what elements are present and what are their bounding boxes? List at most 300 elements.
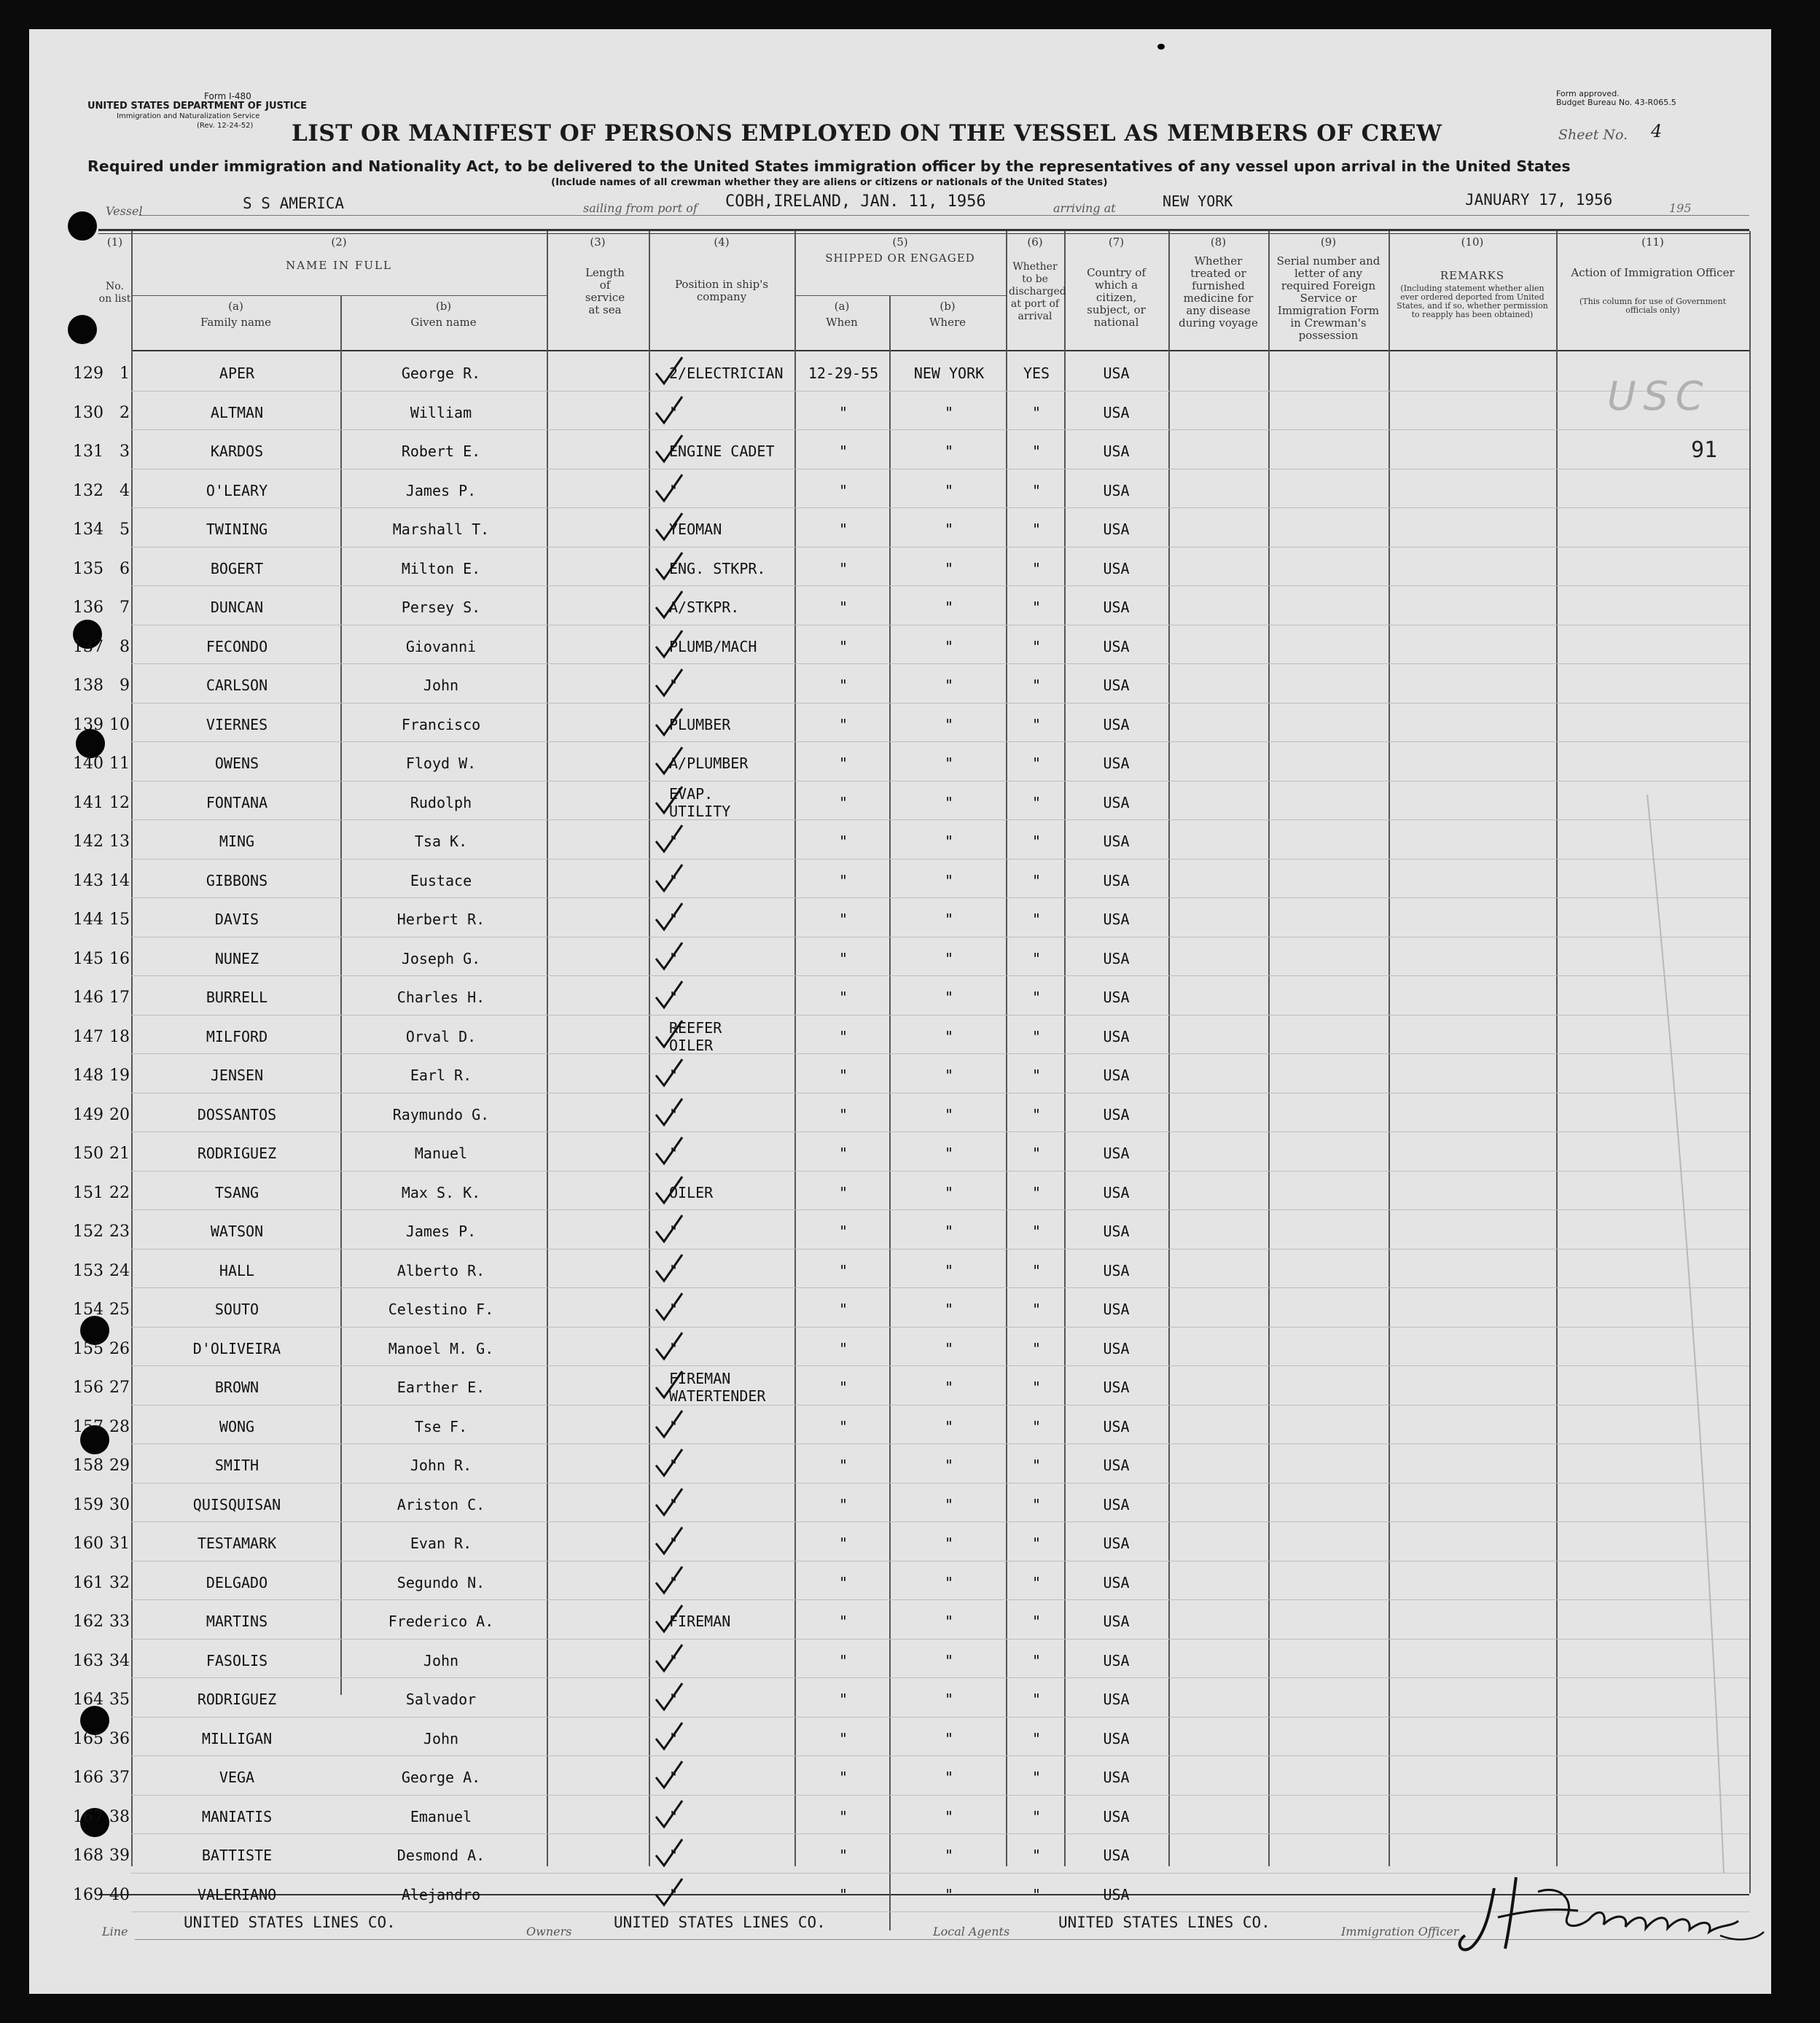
row-31-no: 31 <box>109 1535 130 1553</box>
row-divider <box>131 1599 1749 1600</box>
row-19-discharge: " <box>1031 1067 1042 1084</box>
row-9-when: " <box>838 677 848 694</box>
row-1-given: George R. <box>401 365 481 382</box>
row-17-no: 17 <box>109 989 130 1007</box>
row-18-no: 18 <box>109 1027 130 1046</box>
row-32-where: " <box>944 1573 954 1591</box>
row-35-given: Salvador <box>405 1691 477 1708</box>
row-6-hand: 135 <box>73 559 104 578</box>
col-2-header: NAME IN FULL <box>286 259 392 272</box>
row-4-discharge: " <box>1031 481 1042 499</box>
row-28-family: WONG <box>219 1417 255 1435</box>
row-25-family: SOUTO <box>214 1301 259 1318</box>
form-revision: (Rev. 12-24-52) <box>197 122 254 130</box>
row-31-hand: 160 <box>73 1535 104 1553</box>
row-40-discharge: " <box>1031 1885 1042 1903</box>
row-4-hand: 132 <box>73 481 104 500</box>
row-divider <box>131 1521 1749 1522</box>
col-2a-number: (a) <box>228 300 243 313</box>
row-17-when: " <box>838 989 848 1006</box>
row-14-country: USA <box>1103 871 1130 889</box>
sailing-label: sailing from port of <box>583 201 698 215</box>
row-11-position: A/PLUMBER <box>669 755 749 772</box>
checkmark-icon <box>655 1134 684 1166</box>
row-divider <box>131 1015 1749 1016</box>
row-14-when: " <box>838 871 848 889</box>
row-15-country: USA <box>1103 911 1130 928</box>
row-9-family: CARLSON <box>206 677 268 694</box>
row-6-when: " <box>838 559 848 577</box>
row-28-discharge: " <box>1031 1417 1042 1435</box>
row-38-discharge: " <box>1031 1807 1042 1825</box>
row-30-family: QUISQUISAN <box>192 1495 281 1513</box>
row-11-hand: 140 <box>73 755 104 773</box>
row-25-country: USA <box>1103 1301 1130 1318</box>
row-30-when: " <box>838 1495 848 1513</box>
row-12-position: EVAP. <box>669 784 714 803</box>
col-11-number: (11) <box>1641 235 1664 249</box>
row-16-given: Joseph G. <box>401 949 481 967</box>
row-divider <box>131 975 1749 976</box>
row-35-position: " <box>669 1691 679 1708</box>
row-5-family: TWINING <box>206 521 268 538</box>
row-11-family: OWENS <box>214 755 259 772</box>
col-7-number: (7) <box>1108 235 1125 249</box>
row-39-discharge: " <box>1031 1847 1042 1864</box>
row-11-where: " <box>944 755 954 772</box>
row-5-given: Marshall T. <box>392 521 490 538</box>
row-22-family: TSANG <box>214 1183 259 1201</box>
row-divider <box>131 859 1749 860</box>
row-6-country: USA <box>1103 559 1130 577</box>
col-1-header: No. on list <box>98 281 131 305</box>
row-17-family: BURRELL <box>206 989 268 1006</box>
row-divider <box>131 1131 1749 1132</box>
row-34-hand: 163 <box>73 1651 104 1670</box>
row-18-country: USA <box>1103 1027 1130 1045</box>
row-21-where: " <box>944 1145 954 1162</box>
row-35-family: RODRIGUEZ <box>197 1691 277 1708</box>
line-value: UNITED STATES LINES CO. <box>184 1914 396 1931</box>
row-34-country: USA <box>1103 1651 1130 1669</box>
col-5-number: (5) <box>892 235 908 249</box>
row-27-given: Earther E. <box>397 1379 485 1396</box>
row-37-when: " <box>838 1769 848 1786</box>
row-33-position: FIREMAN <box>669 1613 731 1630</box>
row-24-hand: 153 <box>73 1261 104 1280</box>
checkmark-icon <box>655 510 684 542</box>
row-12-where: " <box>944 793 954 811</box>
row-23-where: " <box>944 1223 954 1240</box>
department-name: UNITED STATES DEPARTMENT OF JUSTICE <box>87 101 308 112</box>
row-5-country: USA <box>1103 521 1130 538</box>
row-31-country: USA <box>1103 1535 1130 1552</box>
row-31-position: " <box>669 1535 679 1552</box>
row-5-no: 5 <box>120 521 130 539</box>
row-27-position-line2: WATERTENDER <box>669 1387 766 1405</box>
local-agents-value: UNITED STATES LINES CO. <box>1058 1914 1270 1931</box>
row-34-where: " <box>944 1651 954 1669</box>
sailing-from-port: COBH,IRELAND, JAN. 11, 1956 <box>725 192 986 211</box>
row-9-no: 9 <box>120 677 130 695</box>
checkmark-icon <box>655 1056 684 1088</box>
checkmark-icon <box>655 394 684 426</box>
row-13-where: " <box>944 833 954 850</box>
row-10-where: " <box>944 715 954 733</box>
row-27-where: " <box>944 1379 954 1396</box>
row-12-family: FONTANA <box>206 793 268 811</box>
checkmark-icon <box>655 1290 684 1322</box>
row-9-position: " <box>669 677 679 694</box>
row-17-given: Charles H. <box>397 989 485 1006</box>
row-27-discharge: " <box>1031 1379 1042 1396</box>
row-22-where: " <box>944 1183 954 1201</box>
row-8-hand: 137 <box>73 637 104 656</box>
row-5-where: " <box>944 521 954 538</box>
row-28-no: 28 <box>109 1417 130 1436</box>
row-3-discharge: " <box>1031 443 1042 460</box>
row-40-family: VALERIANO <box>197 1885 277 1903</box>
row-21-given: Manuel <box>414 1145 468 1162</box>
row-27-when: " <box>838 1379 848 1396</box>
checkmark-icon <box>655 1174 684 1206</box>
row-18-position-line2: OILER <box>669 1036 714 1054</box>
row-34-given: John <box>423 1651 459 1669</box>
row-18-given: Orval D. <box>405 1027 477 1045</box>
row-38-country: USA <box>1103 1807 1130 1825</box>
row-divider <box>131 1365 1749 1366</box>
col-8-number: (8) <box>1210 235 1227 249</box>
budget-bureau: Budget Bureau No. 43-R065.5 <box>1556 98 1676 107</box>
checkmark-icon <box>655 1524 684 1556</box>
row-19-hand: 148 <box>73 1067 104 1085</box>
checkmark-icon <box>655 784 684 816</box>
row-10-no: 10 <box>109 715 130 734</box>
row-26-family: D'OLIVEIRA <box>192 1339 281 1357</box>
owners-label: Owners <box>526 1925 572 1938</box>
row-28-hand: 157 <box>73 1417 104 1436</box>
row-25-when: " <box>838 1301 848 1318</box>
local-agents-label: Local Agents <box>933 1925 1010 1938</box>
row-27-no: 27 <box>109 1379 130 1397</box>
row-17-discharge: " <box>1031 989 1042 1006</box>
col-10-header: REMARKS <box>1440 269 1505 282</box>
row-4-when: " <box>838 481 848 499</box>
row-24-country: USA <box>1103 1261 1130 1279</box>
checkmark-icon <box>655 550 684 582</box>
row-21-no: 21 <box>109 1145 130 1163</box>
row-33-where: " <box>944 1613 954 1630</box>
row-divider <box>131 1639 1749 1640</box>
usc-margin-note: USC <box>1607 373 1711 419</box>
row-25-position: " <box>669 1301 679 1318</box>
row-14-where: " <box>944 871 954 889</box>
immigration-officer-label: Immigration Officer <box>1341 1925 1459 1938</box>
row-22-when: " <box>838 1183 848 1201</box>
row-30-country: USA <box>1103 1495 1130 1513</box>
row-30-discharge: " <box>1031 1495 1042 1513</box>
row-20-where: " <box>944 1105 954 1123</box>
row-30-where: " <box>944 1495 954 1513</box>
checkmark-icon <box>655 900 684 932</box>
row-34-family: FASOLIS <box>206 1651 268 1669</box>
row-1-position: 2/ELECTRICIAN <box>669 365 784 382</box>
row-29-position: " <box>669 1457 679 1474</box>
row-18-hand: 147 <box>73 1027 104 1046</box>
row-12-hand: 141 <box>73 793 104 812</box>
checkmark-icon <box>655 472 684 504</box>
row-23-when: " <box>838 1223 848 1240</box>
col-11-header: Action of Immigration Officer <box>1571 266 1735 279</box>
checkmark-icon <box>655 1408 684 1440</box>
row-2-country: USA <box>1103 403 1130 421</box>
form-subtitle: Required under immigration and Nationality Act, to be delivered to the United States immigration officer by the representatives of any vessel upon arrival in the United States <box>87 157 1571 175</box>
row-36-country: USA <box>1103 1729 1130 1747</box>
col-divider <box>131 231 133 1866</box>
row-10-country: USA <box>1103 715 1130 733</box>
row-25-given: Celestino F. <box>388 1301 494 1318</box>
row-2-no: 2 <box>120 403 130 422</box>
row-39-when: " <box>838 1847 848 1864</box>
row-5-discharge: " <box>1031 521 1042 538</box>
col-5b-header: Where <box>929 316 966 329</box>
row-37-family: VEGA <box>219 1769 255 1786</box>
row-24-family: HALL <box>219 1261 255 1279</box>
form-note: (Include names of all crewman whether they are aliens or citizens or nationals of the United States) <box>551 176 1108 188</box>
row-40-position: " <box>669 1885 679 1903</box>
row-divider <box>131 1249 1749 1250</box>
row-12-discharge: " <box>1031 793 1042 811</box>
row-1-hand: 129 <box>73 365 104 383</box>
row-14-given: Eustace <box>410 871 472 889</box>
row-33-discharge: " <box>1031 1613 1042 1630</box>
row-14-discharge: " <box>1031 871 1042 889</box>
checkmark-icon <box>655 1486 684 1518</box>
row-10-given: Francisco <box>401 715 481 733</box>
row-8-position: PLUMB/MACH <box>669 637 757 655</box>
row-28-when: " <box>838 1417 848 1435</box>
row-33-no: 33 <box>109 1613 130 1631</box>
page-count-note: 91 <box>1691 437 1718 463</box>
row-25-hand: 154 <box>73 1301 104 1319</box>
row-22-hand: 151 <box>73 1183 104 1202</box>
row-21-country: USA <box>1103 1145 1130 1162</box>
row-25-where: " <box>944 1301 954 1318</box>
row-8-country: USA <box>1103 637 1130 655</box>
checkmark-icon <box>655 1642 684 1674</box>
row-8-when: " <box>838 637 848 655</box>
row-13-position: " <box>669 833 679 850</box>
row-37-hand: 166 <box>73 1769 104 1787</box>
row-26-given: Manoel M. G. <box>388 1339 494 1357</box>
row-divider <box>131 1483 1749 1484</box>
row-18-position: REEFER <box>669 1018 722 1037</box>
row-32-given: Segundo N. <box>397 1573 485 1591</box>
col-5a-number: (a) <box>834 300 850 313</box>
row-31-family: TESTAMARK <box>197 1535 277 1552</box>
checkmark-icon <box>655 666 684 698</box>
row-9-discharge: " <box>1031 677 1042 694</box>
row-28-given: Tse F. <box>414 1417 468 1435</box>
officer-signature <box>1450 1863 1771 1972</box>
row-9-given: John <box>423 677 459 694</box>
sheet-number: 4 <box>1651 121 1663 141</box>
manifest-sheet <box>29 29 1771 1994</box>
checkmark-icon <box>655 1368 684 1400</box>
row-7-discharge: " <box>1031 599 1042 616</box>
row-9-where: " <box>944 677 954 694</box>
row-divider <box>131 819 1749 820</box>
row-37-no: 37 <box>109 1769 130 1787</box>
form-approved: Form approved. <box>1556 89 1620 98</box>
punch-hole <box>68 315 97 344</box>
row-14-position: " <box>669 871 679 889</box>
row-33-when: " <box>838 1613 848 1630</box>
row-1-when: 12-29-55 <box>808 365 879 382</box>
row-1-family: APER <box>219 365 255 382</box>
row-2-family: ALTMAN <box>210 403 264 421</box>
row-18-discharge: " <box>1031 1027 1042 1045</box>
col-10-number: (10) <box>1461 235 1484 249</box>
row-34-position: " <box>669 1651 679 1669</box>
row-26-position: " <box>669 1339 679 1357</box>
pencil-stroke <box>1633 795 1735 1888</box>
row-33-hand: 162 <box>73 1613 104 1631</box>
row-9-hand: 138 <box>73 677 104 695</box>
row-30-position: " <box>669 1495 679 1513</box>
row-35-where: " <box>944 1691 954 1708</box>
row-10-hand: 139 <box>73 715 104 734</box>
row-33-given: Frederico A. <box>388 1613 494 1630</box>
row-23-position: " <box>669 1223 679 1240</box>
row-divider <box>131 1561 1749 1562</box>
row-39-no: 39 <box>109 1847 130 1865</box>
row-3-given: Robert E. <box>401 443 481 460</box>
row-36-where: " <box>944 1729 954 1747</box>
row-29-no: 29 <box>109 1457 130 1475</box>
arrival-date: JANUARY 17, 1956 <box>1465 191 1613 208</box>
row-38-position: " <box>669 1807 679 1825</box>
punch-hole <box>1157 44 1165 50</box>
row-17-country: USA <box>1103 989 1130 1006</box>
row-32-discharge: " <box>1031 1573 1042 1591</box>
row-1-discharge: YES <box>1023 365 1050 382</box>
row-29-family: SMITH <box>214 1457 259 1474</box>
row-23-country: USA <box>1103 1223 1130 1240</box>
row-24-no: 24 <box>109 1261 130 1280</box>
col-3-header: Length of service at sea <box>585 266 625 316</box>
row-26-when: " <box>838 1339 848 1357</box>
row-2-given: William <box>410 403 472 421</box>
checkmark-icon <box>655 588 684 620</box>
row-35-discharge: " <box>1031 1691 1042 1708</box>
row-6-given: Milton E. <box>401 559 481 577</box>
row-38-family: MANIATIS <box>201 1807 273 1825</box>
row-20-given: Raymundo G. <box>392 1105 490 1123</box>
row-divider <box>131 1833 1749 1834</box>
voyage-underline <box>138 215 1749 216</box>
row-37-given: George A. <box>401 1769 481 1786</box>
row-16-discharge: " <box>1031 949 1042 967</box>
row-32-country: USA <box>1103 1573 1130 1591</box>
row-15-given: Herbert R. <box>397 911 485 928</box>
row-divider <box>131 1677 1749 1678</box>
row-29-discharge: " <box>1031 1457 1042 1474</box>
row-15-discharge: " <box>1031 911 1042 928</box>
row-11-given: Floyd W. <box>405 755 477 772</box>
row-20-position: " <box>669 1105 679 1123</box>
row-22-country: USA <box>1103 1183 1130 1201</box>
owners-value: UNITED STATES LINES CO. <box>614 1914 826 1931</box>
row-divider <box>131 429 1749 430</box>
checkmark-icon <box>655 1212 684 1244</box>
row-7-where: " <box>944 599 954 616</box>
row-28-country: USA <box>1103 1417 1130 1435</box>
checkmark-icon <box>655 1836 684 1868</box>
row-28-where: " <box>944 1417 954 1435</box>
row-19-no: 19 <box>109 1067 130 1085</box>
row-21-discharge: " <box>1031 1145 1042 1162</box>
row-10-when: " <box>838 715 848 733</box>
row-26-where: " <box>944 1339 954 1357</box>
row-13-hand: 142 <box>73 833 104 851</box>
row-23-discharge: " <box>1031 1223 1042 1240</box>
row-24-discharge: " <box>1031 1261 1042 1279</box>
row-24-position: " <box>669 1261 679 1279</box>
row-26-no: 26 <box>109 1339 130 1358</box>
col-9-number: (9) <box>1320 235 1337 249</box>
row-7-country: USA <box>1103 599 1130 616</box>
checkmark-icon <box>655 978 684 1010</box>
row-26-country: USA <box>1103 1339 1130 1357</box>
row-16-family: NUNEZ <box>214 949 259 967</box>
row-1-where: NEW YORK <box>913 365 985 382</box>
row-13-family: MING <box>219 833 255 850</box>
row-20-family: DOSSANTOS <box>197 1105 277 1123</box>
row-19-family: JENSEN <box>210 1067 264 1084</box>
row-25-discharge: " <box>1031 1301 1042 1318</box>
row-divider <box>131 1405 1749 1406</box>
row-22-no: 22 <box>109 1183 130 1202</box>
row-36-hand: 165 <box>73 1729 104 1748</box>
row-16-no: 16 <box>109 949 130 968</box>
row-11-country: USA <box>1103 755 1130 772</box>
row-20-no: 20 <box>109 1105 130 1124</box>
row-21-when: " <box>838 1145 848 1162</box>
row-29-country: USA <box>1103 1457 1130 1474</box>
row-23-hand: 152 <box>73 1223 104 1241</box>
vessel-label: Vessel <box>106 204 143 218</box>
checkmark-icon <box>655 822 684 854</box>
checkmark-icon <box>655 1602 684 1634</box>
row-38-when: " <box>838 1807 848 1825</box>
checkmark-icon <box>655 432 684 464</box>
row-5-when: " <box>838 521 848 538</box>
row-20-when: " <box>838 1105 848 1123</box>
row-10-family: VIERNES <box>206 715 268 733</box>
row-5-hand: 134 <box>73 521 104 539</box>
row-15-no: 15 <box>109 911 130 929</box>
row-40-hand: 169 <box>73 1885 104 1904</box>
row-34-when: " <box>838 1651 848 1669</box>
row-12-given: Rudolph <box>410 793 472 811</box>
row-13-discharge: " <box>1031 833 1042 850</box>
sheet-label: Sheet No. <box>1558 127 1628 143</box>
checkmark-icon <box>655 1758 684 1790</box>
row-38-given: Emanuel <box>410 1807 472 1825</box>
row-17-position: " <box>669 989 679 1006</box>
row-7-hand: 136 <box>73 599 104 617</box>
